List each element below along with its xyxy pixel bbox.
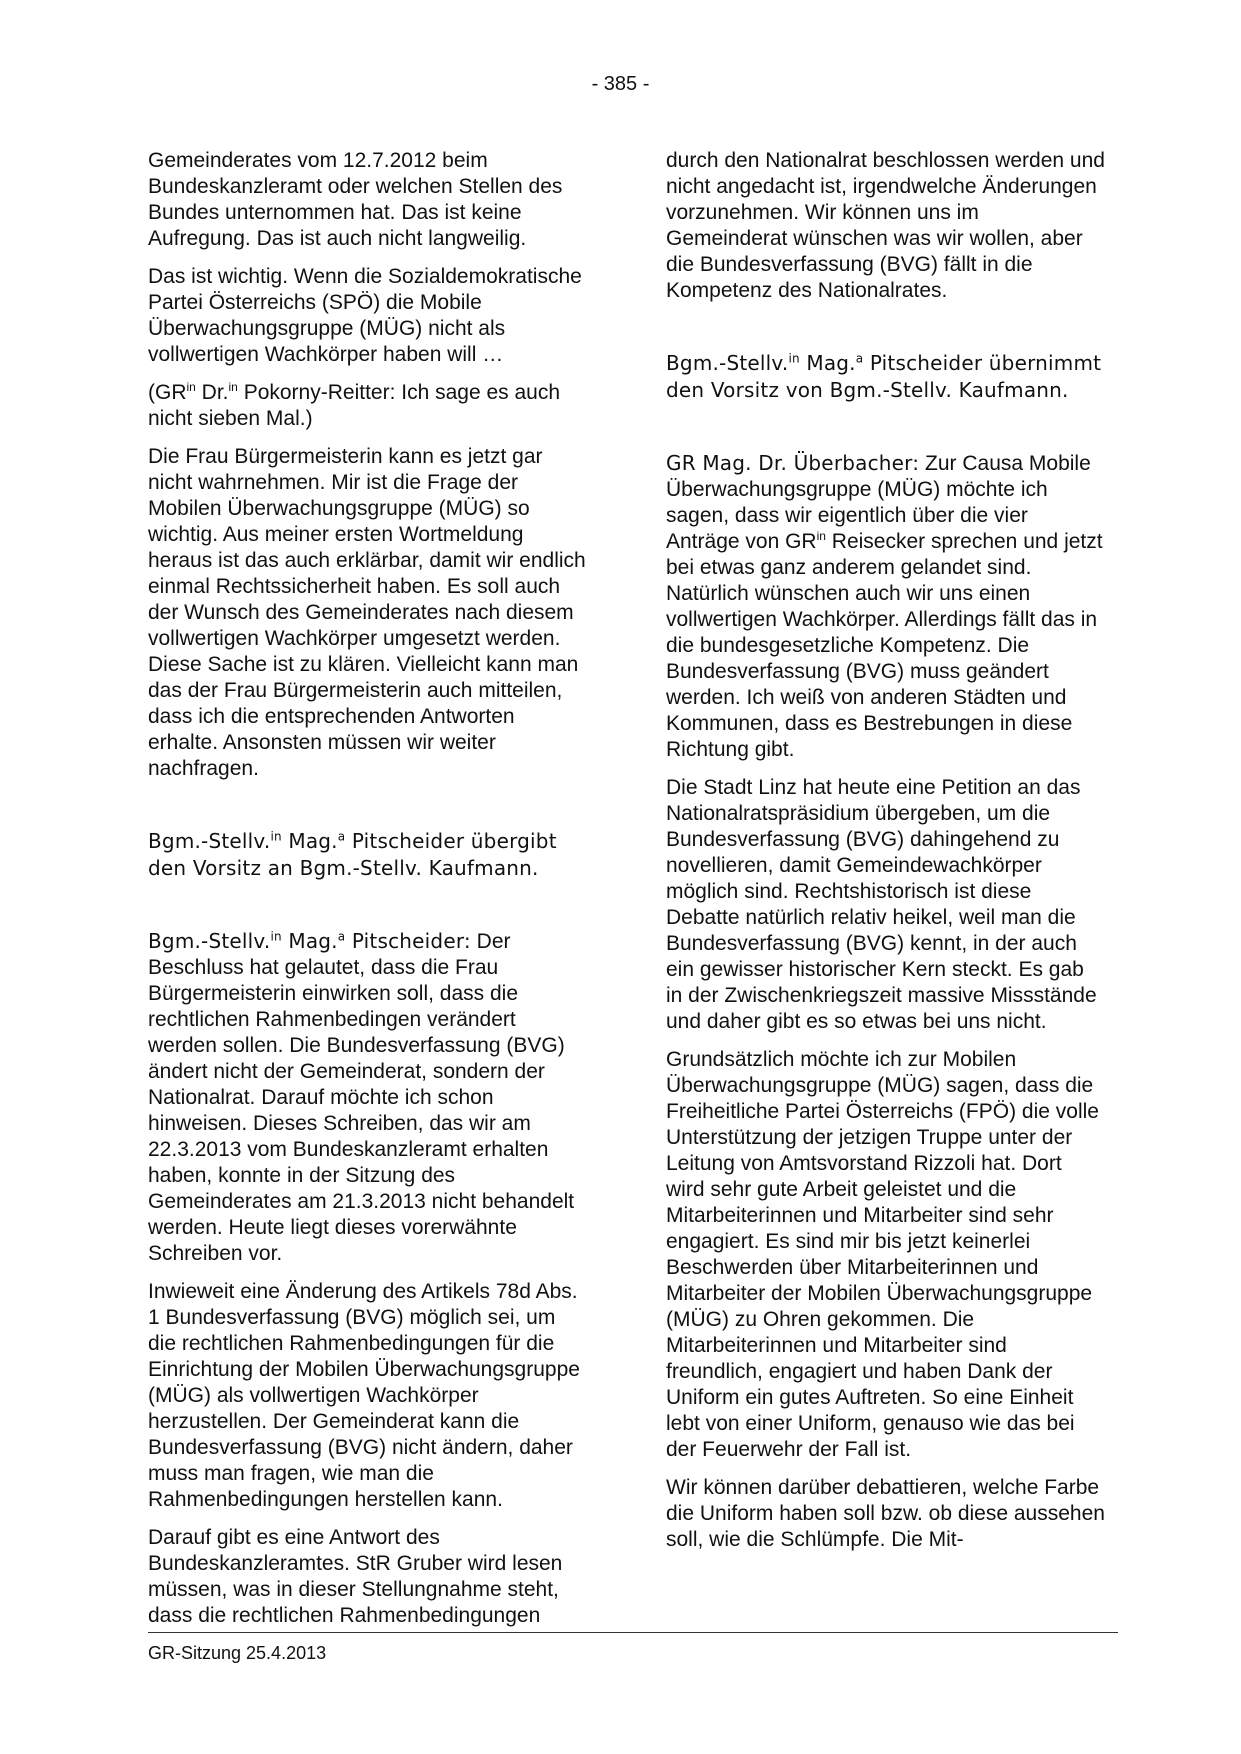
paragraph: Inwieweit eine Änderung des Artikels 78d Abs. 1 Bundesverfassung (BVG) möglich sei, um die rechtlichen Rahmenbedingungen für die Einrichtung der Mobilen Überwachungsgruppe (MÜG) als vollwertigen Wachkörper herzustellen. Der Gemeinderat kann die Bundesverfassung (BVG) nicht ändern, daher muss man fragen, wie man die Rahmenbedingungen herstellen kann. — [148, 1280, 580, 1511]
footer-text: GR-Sitzung 25.4.2013 — [148, 1643, 327, 1663]
paragraph: durch den Nationalrat beschlossen werden und nicht angedacht ist, irgendwelche Änderungen vorzunehmen. Wir können uns im Gemeinderat wünschen was wir wollen, aber die Bundesverfassung (BVG) fällt in die Kompetenz des Nationalrates. — [666, 149, 1105, 302]
paragraph: Gemeinderates vom 12.7.2012 beim Bundeskanzleramt oder welchen Stellen des Bundes unternommen hat. Das ist keine Aufregung. Das ist auch nicht langweilig. — [148, 149, 563, 250]
footer-divider — [148, 1632, 1118, 1633]
paragraph: Die Frau Bürgermeisterin kann es jetzt gar nicht wahrnehmen. Mir ist die Frage der Mobilen Überwachungsgruppe (MÜG) so wichtig. Aus meiner ersten Wortmeldung heraus ist das auch erklärbar, damit wir endlich einmal Rechtssicherheit haben. Es soll auch der Wunsch des Gemeinderates nach diesem vollwertigen Wachkörper umgesetzt werden. Diese Sache ist zu klären. Vielleicht kann man das der Frau Bürgermeisterin auch mitteilen, dass ich die entsprechenden Antworten erhalte. Ansonsten müssen wir weiter nachfragen. — [148, 445, 586, 780]
left-column — [148, 148, 588, 1641]
paragraph: Darauf gibt es eine Antwort des Bundeskanzleramtes. StR Gruber wird lesen müssen, was in dieser Stellungnahme steht, dass die rechtlichen Rahmenbedingungen — [148, 1526, 563, 1627]
speaker-paragraph: Bgm.-Stellv.$^{in}$ Mag.$^a$ Pitscheider: Der Beschluss hat gelautet, dass die Frau Bürgermeisterin einwirken soll, dass die rechtlichen Rahmenbedingen verändert werden sollen. Die Bundesverfassung (BVG) ändert nicht der Gemeinderat, sondern der Nationalrat. Darauf möchte ich schon hinweisen. Dieses Schreiben, das wir am 22.3.2013 vom Bundeskanzleramt erhalten haben, konnte in der Sitzung des Gemeinderates am 21.3.2013 nicht behandelt werden. Heute liegt dieses vorerwähnte Schreiben vor. — [148, 929, 575, 1265]
chair-change-note: Bgm.-Stellv.$^{in}$ Mag.$^a$ Pitscheider übernimmt den Vorsitz von Bgm.-Stellv. Kaufmann. — [666, 351, 1102, 402]
paragraph: Wir können darüber debattieren, welche Farbe die Uniform haben soll bzw. ob diese aussehen soll, wie die Schlümpfe. Die Mit- — [666, 1476, 1105, 1551]
paragraph: Grundsätzlich möchte ich zur Mobilen Überwachungsgruppe (MÜG) sagen, dass die Freiheitliche Partei Österreichs (FPÖ) die volle Unterstützung der jetzigen Truppe unter der Leitung von Amtsvorstand Rizzoli hat. Dort wird sehr gute Arbeit geleistet und die Mitarbeiterinnen und Mitarbeiter sind sehr engagiert. Es sind mir bis jetzt keinerlei Beschwerden über Mitarbeiterinnen und Mitarbeiter der Mobilen Überwachungsgruppe (MÜG) zu Ohren gekommen. Die Mitarbeiterinnen und Mitarbeiter sind freundlich, engagiert und haben Dank der Uniform ein gutes Auftreten. So eine Einheit lebt von einer Uniform, genauso wie das bei der Feuerwehr der Fall ist. — [666, 1048, 1099, 1461]
chair-change-note: Bgm.-Stellv.$^{in}$ Mag.$^a$ Pitscheider übergibt den Vorsitz an Bgm.-Stellv. Kaufmann. — [148, 829, 557, 880]
speaker-paragraph: GR Mag. Dr. Überbacher: Zur Causa Mobile Überwachungsgruppe (MÜG) möchte ich sagen, dass wir eigentlich über die vier Anträge von $GR^{in}$ Reisecker sprechen und jetzt bei etwas ganz anderem gelandet sind. Natürlich wünschen auch wir uns einen vollwertigen Wachkörper. Allerdings fällt das in die bundesgesetzliche Kompetenz. Die Bundesverfassung (BVG) muss geändert werden. Ich weiß von anderen Städten und Kommunen, dass es Bestrebungen in diese Richtung gibt. — [666, 451, 1103, 761]
interjection: ($GR^{in}$ Dr.$^{in}$ Pokorny-Reitter: Ich sage es auch nicht sieben Mal.) — [148, 380, 561, 430]
paragraph: Das ist wichtig. Wenn die Sozialdemokratische Partei Österreichs (SPÖ) die Mobile Überwachungsgruppe (MÜG) nicht als vollwertigen Wachkörper haben will … — [148, 265, 582, 366]
paragraph: Die Stadt Linz hat heute eine Petition an das Nationalratspräsidium übergeben, um die Bundesverfassung (BVG) dahingehend zu novellieren, damit Gemeindewachkörper möglich sind. Rechtshistorisch ist diese Debatte natürlich relativ heikel, weil man die Bundesverfassung (BVG) kennt, in der auch ein gewisser historischer Kern steckt. Es gab in der Zwischenkriegszeit massive Missstände und daher gibt es so etwas bei uns nicht. — [666, 776, 1097, 1033]
page-number: - 385 - — [591, 73, 650, 95]
right-column — [666, 148, 1106, 1565]
